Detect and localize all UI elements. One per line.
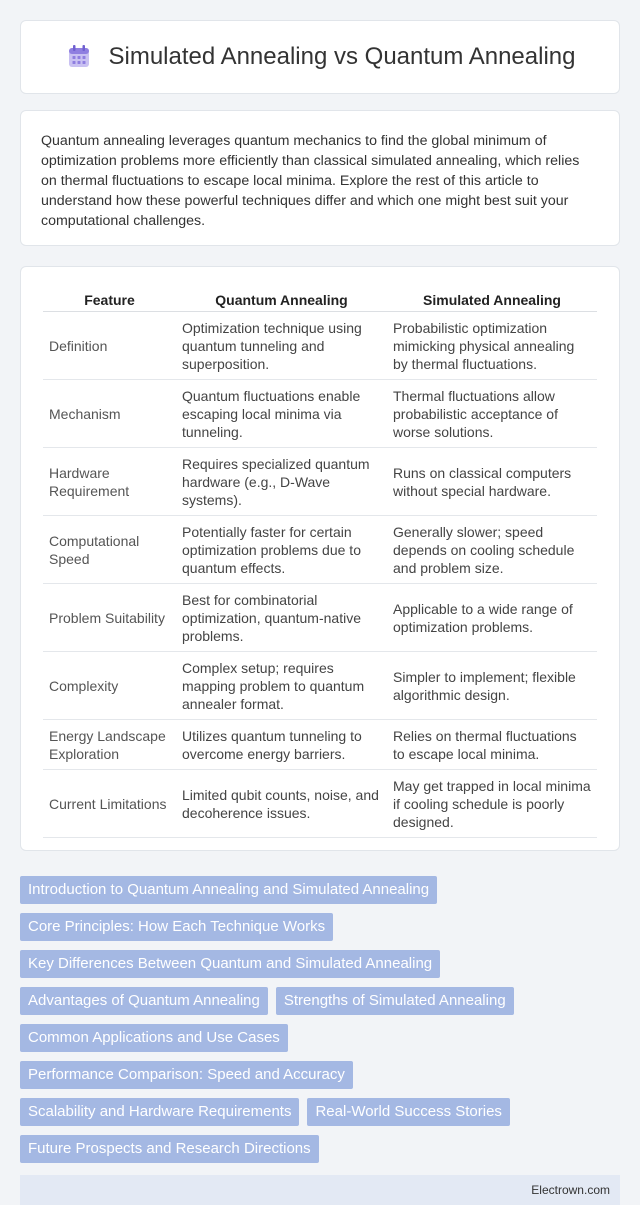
header-feature: Feature: [43, 287, 176, 312]
table-row: [43, 448, 597, 516]
row-simulated: Probabilistic optimization mimicking physical annealing by thermal fluctuations.: [387, 312, 597, 380]
table-row: [43, 516, 597, 584]
row-quantum: Requires specialized quantum hardware (e.g., D-Wave systems).: [176, 448, 387, 516]
table-row: [43, 380, 597, 448]
table-row: [43, 652, 597, 720]
topic-links: [20, 876, 620, 1163]
row-quantum: Potentially faster for certain optimization problems due to quantum effects.: [176, 516, 387, 584]
row-quantum: Quantum fluctuations enable escaping local minima via tunneling.: [176, 380, 387, 448]
comparison-table-card: [20, 266, 620, 851]
row-simulated: Applicable to a wide range of optimization problems.: [387, 584, 597, 652]
page-title: Simulated Annealing vs Quantum Annealing: [108, 43, 576, 70]
row-feature: Problem Suitability: [43, 584, 176, 652]
row-feature: Definition: [43, 312, 176, 380]
calendar-icon: [65, 43, 93, 71]
row-simulated: May get trapped in local minima if cooling schedule is poorly designed.: [387, 770, 597, 838]
title-card: [20, 20, 620, 94]
comparison-table: [43, 287, 597, 838]
row-quantum: Utilizes quantum tunneling to overcome energy barriers.: [176, 720, 387, 770]
table-row: [43, 584, 597, 652]
table-row: [43, 770, 597, 838]
topic-link-performance[interactable]: Performance Comparison: Speed and Accuracy: [20, 1061, 353, 1089]
topic-link-introduction[interactable]: Introduction to Quantum Annealing and Simulated Annealing: [20, 876, 437, 904]
row-simulated: Runs on classical computers without special hardware.: [387, 448, 597, 516]
row-feature: Current Limitations: [43, 770, 176, 838]
row-feature: Energy Landscape Exploration: [43, 720, 176, 770]
table-header-row: [43, 287, 597, 312]
footer: [20, 1175, 620, 1205]
topic-link-advantages-quantum[interactable]: Advantages of Quantum Annealing: [20, 987, 268, 1015]
header-quantum: Quantum Annealing: [176, 287, 387, 312]
row-quantum: Best for combinatorial optimization, quantum-native problems.: [176, 584, 387, 652]
intro-paragraph: Quantum annealing leverages quantum mechanics to find the global minimum of optimization problems more efficiently than classical simulated annealing, which relies on thermal fluctuations to escape local minima. Explore the rest of this article to understand how these powerful techniques differ and which one might best suit your computational challenges.: [41, 133, 580, 229]
topic-link-success-stories[interactable]: Real-World Success Stories: [307, 1098, 509, 1126]
table-row: [43, 720, 597, 770]
row-feature: Hardware Requirement: [43, 448, 176, 516]
topic-link-future-prospects[interactable]: Future Prospects and Research Directions: [20, 1135, 319, 1163]
topic-link-strengths-simulated[interactable]: Strengths of Simulated Annealing: [276, 987, 514, 1015]
row-simulated: Generally slower; speed depends on cooling schedule and problem size.: [387, 516, 597, 584]
row-simulated: Thermal fluctuations allow probabilistic acceptance of worse solutions.: [387, 380, 597, 448]
table-row: [43, 312, 597, 380]
row-quantum: Optimization technique using quantum tunneling and superposition.: [176, 312, 387, 380]
topic-link-scalability[interactable]: Scalability and Hardware Requirements: [20, 1098, 299, 1126]
row-quantum: Limited qubit counts, noise, and decoherence issues.: [176, 770, 387, 838]
row-feature: Mechanism: [43, 380, 176, 448]
row-quantum: Complex setup; requires mapping problem to quantum annealer format.: [176, 652, 387, 720]
row-simulated: Simpler to implement; flexible algorithmic design.: [387, 652, 597, 720]
row-feature: Computational Speed: [43, 516, 176, 584]
row-feature: Complexity: [43, 652, 176, 720]
intro-card: [20, 110, 620, 246]
topic-link-core-principles[interactable]: Core Principles: How Each Technique Works: [20, 913, 333, 941]
header-simulated: Simulated Annealing: [387, 287, 597, 312]
footer-brand[interactable]: Electrown.com: [531, 1183, 610, 1197]
topic-link-key-differences[interactable]: Key Differences Between Quantum and Simulated Annealing: [20, 950, 440, 978]
row-simulated: Relies on thermal fluctuations to escape local minima.: [387, 720, 597, 770]
topic-link-applications[interactable]: Common Applications and Use Cases: [20, 1024, 288, 1052]
